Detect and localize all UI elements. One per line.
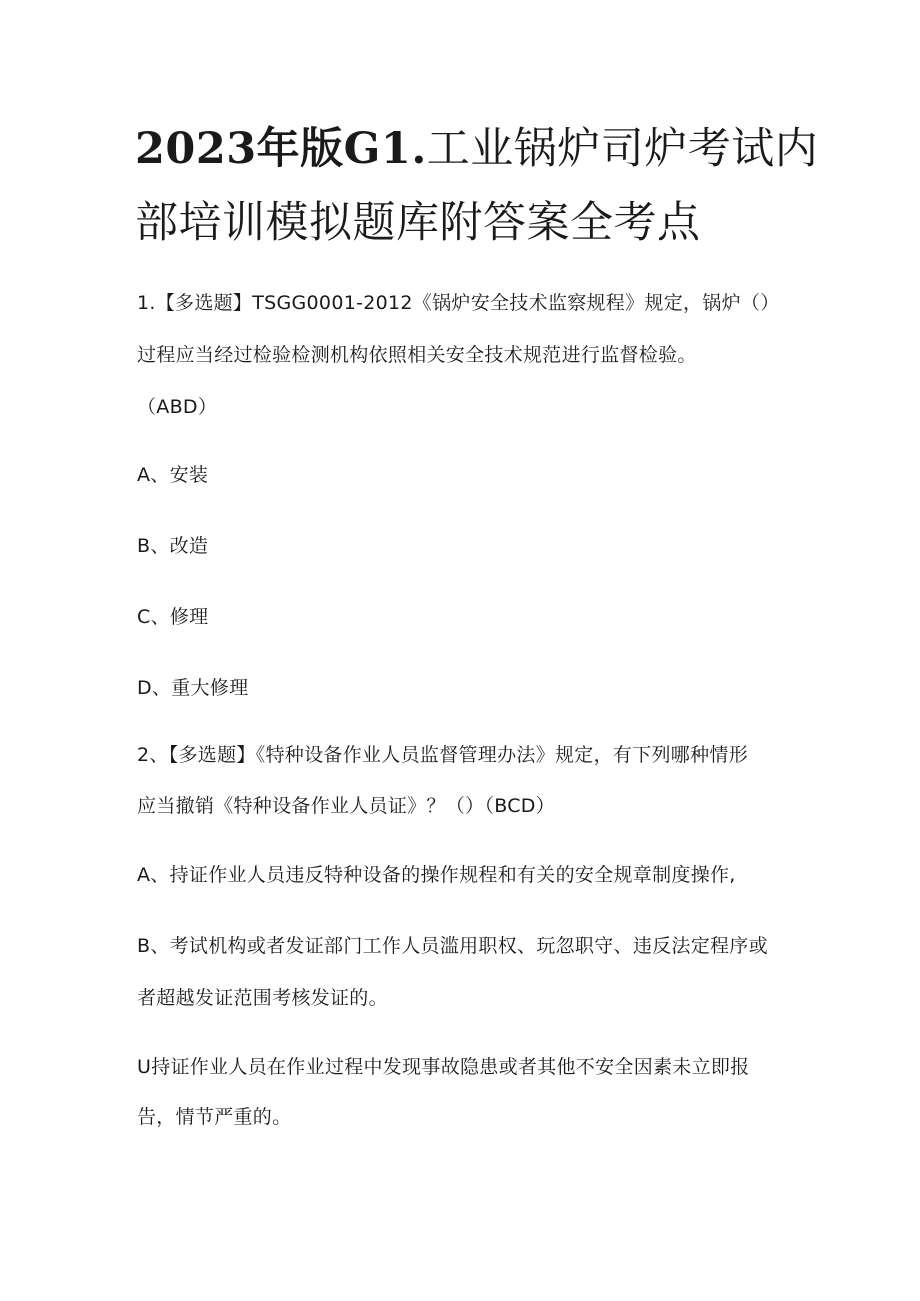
question-1-option-d: D、重大修理 <box>137 677 249 699</box>
question-1-option-a: A、安装 <box>137 464 209 486</box>
title-prefix: 2023年版G1. <box>135 124 427 174</box>
question-1-answer: （ABD） <box>137 396 218 418</box>
title-line-1 <box>135 112 819 186</box>
question-1-option-c: C、修理 <box>137 606 209 628</box>
question-2-option-b-line-2: 者超越发证范围考核发证的。 <box>137 987 388 1009</box>
question-2-option-c-line-1: U持证作业人员在作业过程中发现事故隐患或者其他不安全因素未立即报 <box>137 1056 750 1078</box>
question-2-stem-line-1: 2、【多选题】《特种设备作业人员监督管理办法》规定，有下列哪种情形 <box>137 744 748 766</box>
question-1-stem-line-1: 1.【多选题】TSGG0001-2012《锅炉安全技术监察规程》规定，锅炉（） <box>137 292 780 314</box>
question-2-stem-line-2: 应当撤销《特种设备作业人员证》？（）（BCD） <box>137 795 555 817</box>
question-2-option-b-line-1: B、考试机构或者发证部门工作人员滥用职权、玩忽职守、违反法定程序或 <box>137 935 768 957</box>
title-rest: 工业锅炉司炉考试内 <box>426 124 819 174</box>
question-2-option-c-line-2: 告，情节严重的。 <box>137 1106 292 1128</box>
question-1-stem-line-2: 过程应当经过检验检测机构依照相关安全技术规范进行监督检验。 <box>137 344 697 366</box>
document-title <box>135 112 819 260</box>
title-line-2: 部培训模拟题库附答案全考点 <box>135 198 701 248</box>
question-1-option-b: B、改造 <box>137 535 209 557</box>
question-2-option-a: A、持证作业人员违反特种设备的操作规程和有关的安全规章制度操作, <box>137 864 736 886</box>
